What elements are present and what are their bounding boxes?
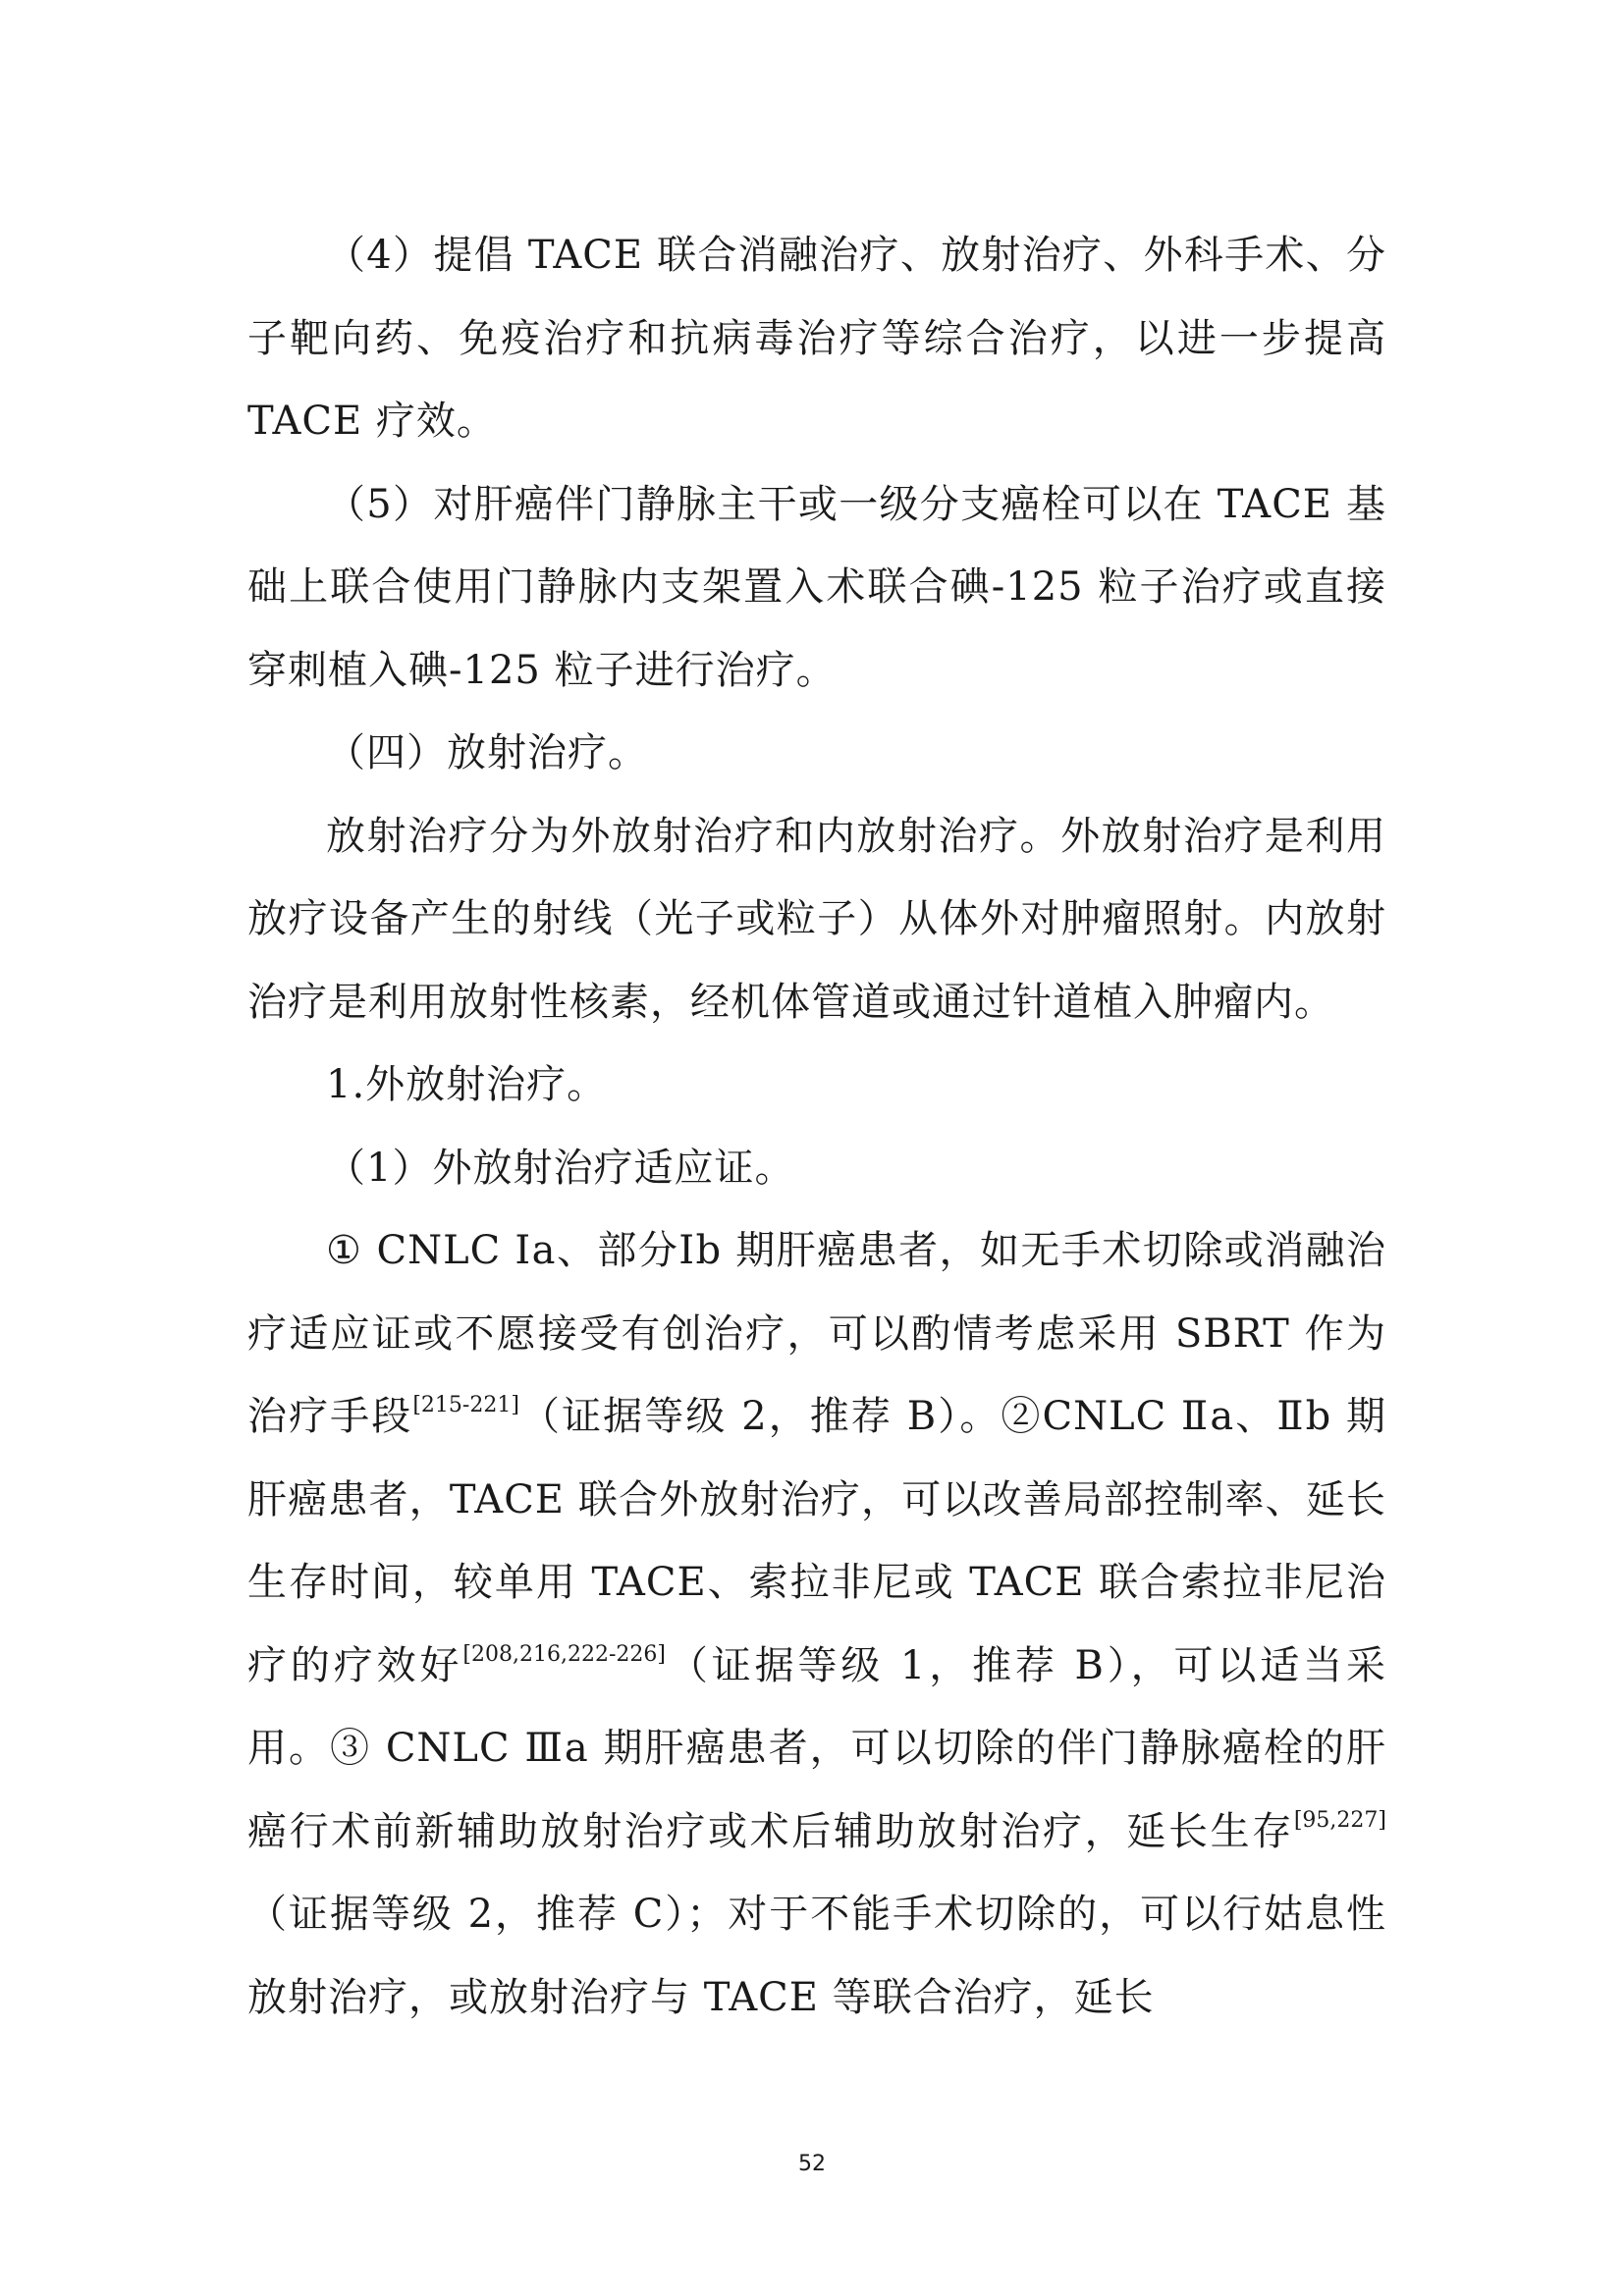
- indications-text-part-2: （证据等级 2，推荐 B）。②CNLC Ⅱa、Ⅱb 期肝癌患者，TACE 联合外放射治疗，可以改善局部控制率、延长生存时间，较单用 TACE、索拉非尼或 TACE 联合索拉非尼治疗的疗效好: [247, 1394, 1386, 1688]
- indications-text-part-3: （证据等级 1，推荐 B），可以适当采用。③ CNLC Ⅲa 期肝癌患者，可以切除的伴门静脉癌栓的肝癌行术前新辅助放射治疗或术后辅助放射治疗，延长生存: [247, 1642, 1387, 1854]
- section-heading-radiotherapy: （四）放射治疗。: [326, 730, 648, 775]
- indications-text-part-1: ① CNLC Ⅰa、部分Ⅰb 期肝癌患者，如无手术切除或消融治疗适应证或不愿接受有创治疗，可以酌情考虑采用 SBRT 作为治疗手段: [247, 1228, 1386, 1439]
- document-body: [247, 214, 1386, 2039]
- indications-text-part-4: （证据等级 2，推荐 C）；对于不能手术切除的，可以行姑息性放射治疗，或放射治疗与 TACE 等联合治疗，延长: [247, 1892, 1386, 2020]
- paragraph-radiotherapy-overview: 放射治疗分为外放射治疗和内放射治疗。外放射治疗是利用放疗设备产生的射线（光子或粒子）从体外对肿瘤照射。内放射治疗是利用放射性核素，经机体管道或通过针道植入肿瘤内。: [247, 813, 1386, 1025]
- page-number: 52: [798, 2152, 826, 2176]
- citation-reference: [95,227]: [1293, 1807, 1386, 1833]
- subsection-heading-external-radiotherapy: 1.外放射治疗。: [326, 1062, 608, 1107]
- subsection-heading-indications: （1）外放射治疗适应证。: [326, 1145, 795, 1191]
- citation-reference: [215-221]: [412, 1393, 519, 1417]
- paragraph-indications-detail: [247, 1209, 1386, 2039]
- paragraph-tace-combination: （4）提倡 TACE 联合消融治疗、放射治疗、外科手术、分子靶向药、免疫治疗和抗病毒治疗等综合治疗，以进一步提高 TACE 疗效。: [247, 233, 1386, 444]
- citation-reference: [208,216,222-226]: [462, 1641, 666, 1667]
- paragraph-portal-vein-stent: （5）对肝癌伴门静脉主干或一级分支癌栓可以在 TACE 基础上联合使用门静脉内支架置入术联合碘-125 粒子治疗或直接穿刺植入碘-125 粒子进行治疗。: [247, 481, 1386, 693]
